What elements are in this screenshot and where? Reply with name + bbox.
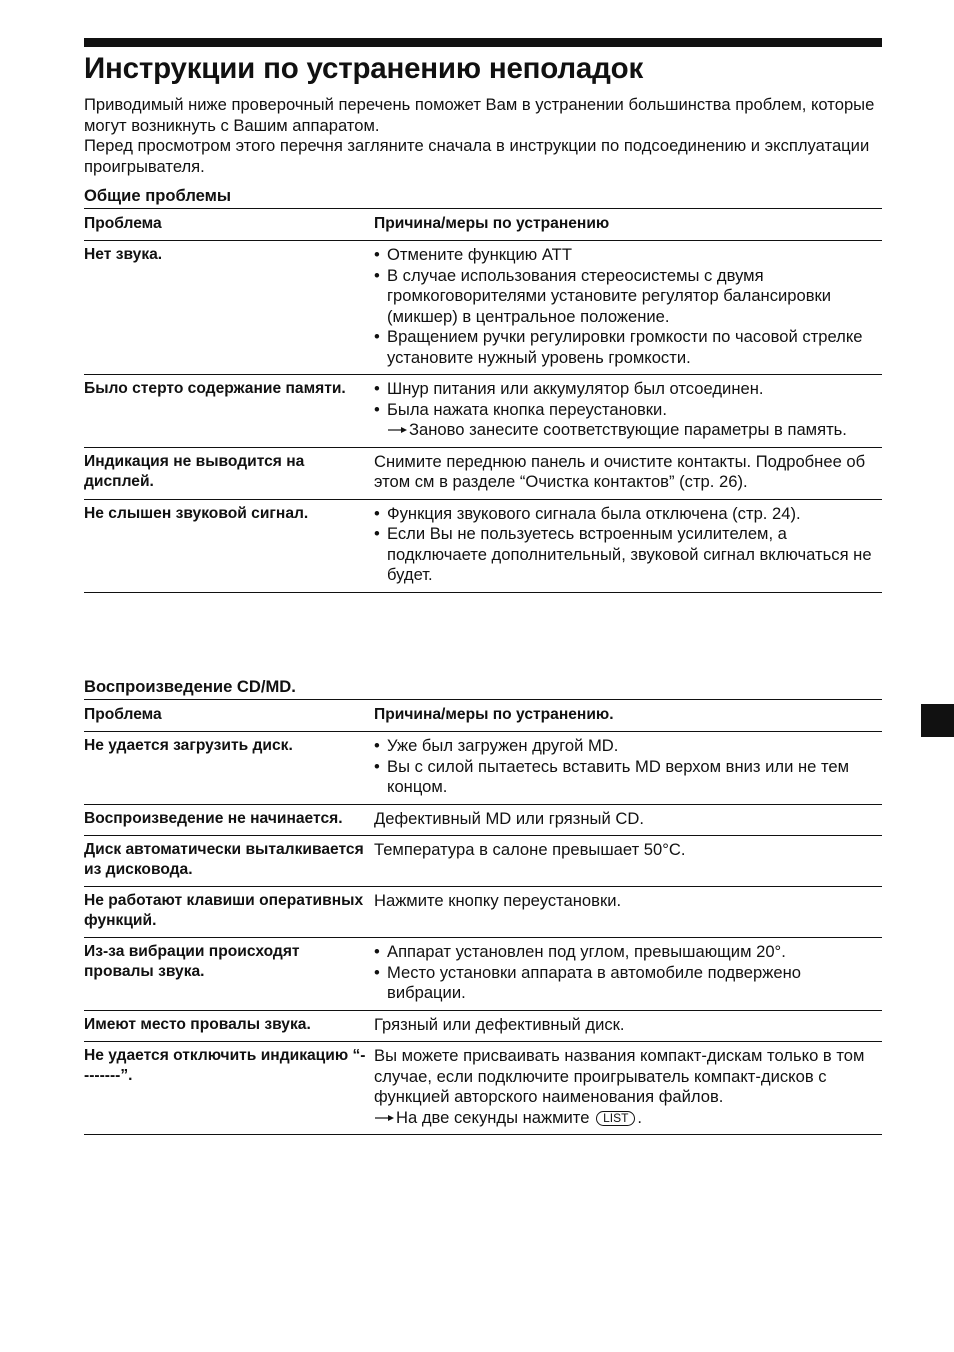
remedy-text: Заново занесите соответствующие параметры в память. xyxy=(409,420,847,439)
list-item: • В случае использования стереосистемы с двумя громкоговорителями установите регулятор балансировки (микшер) в центральное положение. xyxy=(374,266,882,328)
cause-cell: Нажмите кнопку переустановки. xyxy=(374,887,882,938)
problem-cell: Индикация не выводится на дисплей. xyxy=(84,447,374,499)
column-header-cause: Причина/меры по устранению. xyxy=(374,700,882,732)
problem-cell: Не удается отключить индикацию “--------”. xyxy=(84,1042,374,1135)
problem-cell: Нет звука. xyxy=(84,241,374,375)
list-item: • Была нажата кнопка переустановки. xyxy=(374,400,882,421)
section-general-problems xyxy=(84,186,882,593)
problem-cell: Из-за вибрации происходят провалы звука. xyxy=(84,938,374,1011)
cause-cell xyxy=(374,1042,882,1135)
section-title: Воспроизведение CD/MD. xyxy=(84,677,296,696)
table-row xyxy=(84,1042,882,1135)
list-item: • Вращением ручки регулировки громкости по часовой стрелке установите нужный уровень громкости. xyxy=(374,327,882,368)
table-row xyxy=(84,804,882,836)
column-header-cause: Причина/меры по устранению xyxy=(374,209,882,241)
column-header-problem: Проблема xyxy=(84,209,374,241)
section-cd-md-playback xyxy=(84,677,882,1135)
table-row xyxy=(84,375,882,448)
problem-cell: Не удается загрузить диск. xyxy=(84,732,374,805)
table-row xyxy=(84,1010,882,1042)
table-header-row xyxy=(84,700,882,732)
cause-cell: Дефективный MD или грязный CD. xyxy=(374,804,882,836)
cause-cell xyxy=(374,499,882,592)
cause-cell: Температура в салоне превышает 50°C. xyxy=(374,836,882,887)
page-title: Инструкции по устранению неполадок xyxy=(84,52,644,85)
cause-cell xyxy=(374,375,882,448)
table-row xyxy=(84,938,882,1011)
cause-cell xyxy=(374,241,882,375)
list-button-key: LIST xyxy=(596,1111,635,1126)
problem-cell: Было стерто содержание памяти. xyxy=(84,375,374,448)
arrow-right-icon xyxy=(374,1113,396,1123)
problem-cell: Воспроизведение не начинается. xyxy=(84,804,374,836)
table-row xyxy=(84,836,882,887)
problem-cell: Не слышен звуковой сигнал. xyxy=(84,499,374,592)
remedy-line xyxy=(374,1108,882,1129)
table-row xyxy=(84,241,882,375)
table-row xyxy=(84,447,882,499)
column-header-problem: Проблема xyxy=(84,700,374,732)
title-rule xyxy=(84,38,882,47)
troubleshooting-table xyxy=(84,208,882,593)
list-item: • Аппарат установлен под углом, превышающим 20°. xyxy=(374,942,882,963)
list-item: • Отмените функцию ATT xyxy=(374,245,882,266)
list-item: • Шнур питания или аккумулятор был отсоединен. xyxy=(374,379,882,400)
table-row xyxy=(84,887,882,938)
list-item: • Вы с силой пытаетесь вставить MD верхом вниз или не тем концом. xyxy=(374,757,882,798)
arrow-right-icon xyxy=(387,425,409,435)
troubleshooting-table xyxy=(84,699,882,1135)
list-item: • Место установки аппарата в автомобиле подвержено вибрации. xyxy=(374,963,882,1004)
table-row xyxy=(84,499,882,592)
cause-cell: Снимите переднюю панель и очистите контакты. Подробнее об этом см в разделе “Очистка контактов” (стр. 26). xyxy=(374,447,882,499)
cause-cell: Грязный или дефективный диск. xyxy=(374,1010,882,1042)
list-item: • Функция звукового сигнала была отключена (стр. 24). xyxy=(374,504,882,525)
problem-cell: Не работают клавиши оперативных функций. xyxy=(84,887,374,938)
remedy-end: . xyxy=(637,1107,643,1127)
remedy-line xyxy=(374,420,882,441)
intro-paragraph: Перед просмотром этого перечня загляните сначала в инструкции по подсоединению и эксплуатации проигрывателя. xyxy=(84,136,870,176)
remedy-text: На две секунды нажмите xyxy=(396,1107,590,1127)
intro-paragraph: Приводимый ниже проверочный перечень поможет Вам в устранении большинства проблем, которые могут возникнуть с Вашим аппаратом. xyxy=(84,95,875,135)
intro-text xyxy=(84,95,884,177)
problem-cell: Имеют место провалы звука. xyxy=(84,1010,374,1042)
cause-text: Вы можете присваивать названия компакт-дискам только в том случае, если подключите проигрыватель компакт-дисков с функцией авторского наименования файлов. xyxy=(374,1046,865,1106)
cause-cell xyxy=(374,938,882,1011)
table-row xyxy=(84,732,882,805)
list-item: • Если Вы не пользуетесь встроенным усилителем, а подключаете дополнительный, звуковой сигнал включаться не будет. xyxy=(374,524,882,586)
problem-cell: Диск автоматически выталкивается из дисковода. xyxy=(84,836,374,887)
table-header-row xyxy=(84,209,882,241)
section-title: Общие проблемы xyxy=(84,186,232,205)
cause-cell xyxy=(374,732,882,805)
section-tab-marker xyxy=(921,704,954,737)
list-item: • Уже был загружен другой MD. xyxy=(374,736,882,757)
